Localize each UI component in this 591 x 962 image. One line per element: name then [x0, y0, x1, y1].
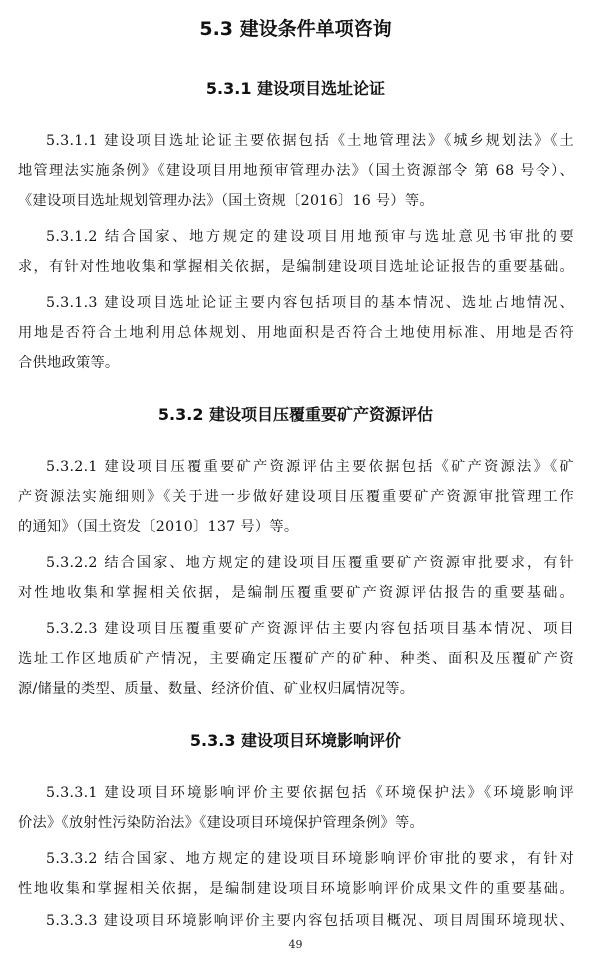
paragraph-line: 5.3.2.3 建设项目压覆重要矿产资源评估主要内容包括项目基本情况、项目 [46, 621, 574, 637]
paragraph-line: 选址工作区地质矿产情况，主要确定压覆矿产的矿种、种类、面积及压覆矿产资 [18, 651, 574, 667]
paragraph-line: 5.3.1.1 建设项目选址论证主要依据包括《土地管理法》《城乡规划法》《土 [46, 133, 574, 149]
paragraph-line: 对性地收集和掌握相关依据，是编制压覆重要矿产资源评估报告的重要基础。 [18, 585, 574, 601]
subsection-heading-5-3-1: 5.3.1 建设项目选址论证 [205, 79, 386, 98]
paragraph-line: 产资源法实施细则》《关于进一步做好建设项目压覆重要矿产资源审批管理工作 [18, 489, 574, 505]
subsection-heading-5-3-3: 5.3.3 建设项目环境影响评价 [189, 731, 402, 750]
paragraph-line: 源/储量的类型、质量、数量、经济价值、矿业权归属情况等。 [18, 681, 415, 697]
paragraph-line: 5.3.3.2 结合国家、地方规定的建设项目环境影响评价审批的要求，有针对 [46, 851, 574, 867]
paragraph-line: 性地收集和掌握相关依据，是编制建设项目环境影响评价成果文件的重要基础。 [18, 881, 574, 897]
paragraph-line: 5.3.2.1 建设项目压覆重要矿产资源评估主要依据包括《矿产资源法》《矿 [46, 459, 574, 475]
paragraph-line: 的通知》（国土资发〔2010〕137 号）等。 [18, 519, 299, 535]
section-heading-5-3: 5.3 建设条件单项咨询 [199, 18, 392, 40]
paragraph-line: 价法》《放射性污染防治法》《建设项目环境保护管理条例》等。 [18, 815, 424, 831]
paragraph-line: 用地是否符合土地利用总体规划、用地面积是否符合土地使用标准、用地是否符 [18, 325, 574, 341]
paragraph-line: 求，有针对性地收集和掌握相关依据，是编制建设项目选址论证报告的重要基础。 [18, 259, 574, 275]
paragraph-line: 5.3.3.3 建设项目环境影响评价主要内容包括项目概况、项目周围环境现状、 [46, 913, 574, 929]
paragraph-line: 地管理法实施条例》《建设项目用地预审管理办法》（国土资源部令 第 68 号令）、 [18, 163, 574, 179]
page-number: 49 [288, 938, 303, 951]
paragraph-line: 5.3.2.2 结合国家、地方规定的建设项目压覆重要矿产资源审批要求，有针 [46, 555, 574, 571]
paragraph-line: 5.3.1.3 建设项目选址论证主要内容包括项目的基本情况、选址占地情况、 [46, 295, 574, 311]
paragraph-line: 《建设项目选址规划管理办法》（国土资规〔2016〕16 号）等。 [18, 193, 434, 209]
paragraph-line: 5.3.1.2 结合国家、地方规定的建设项目用地预审与选址意见书审批的要 [46, 229, 574, 245]
paragraph-line: 合供地政策等。 [18, 355, 120, 371]
paragraph-line: 5.3.3.1 建设项目环境影响评价主要依据包括《环境保护法》《环境影响评 [46, 785, 574, 801]
subsection-heading-5-3-2: 5.3.2 建设项目压覆重要矿产资源评估 [157, 405, 434, 424]
